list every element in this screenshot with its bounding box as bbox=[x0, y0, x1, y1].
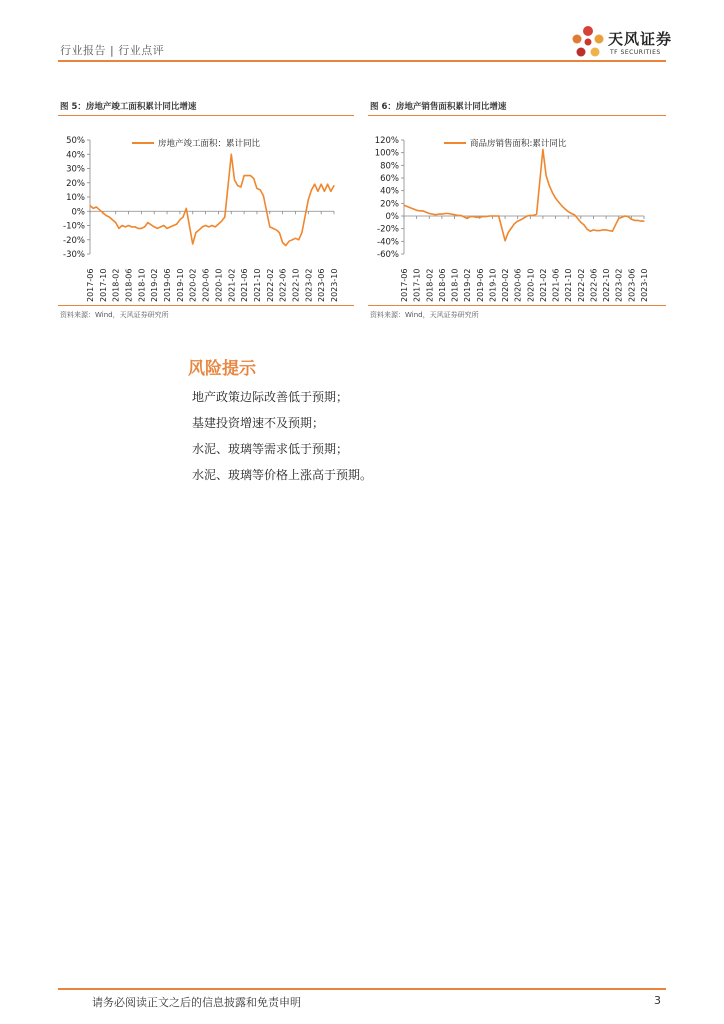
x-tick-label: 2021-10 bbox=[252, 268, 262, 302]
data-point bbox=[163, 225, 164, 226]
x-tick-label: 2023-10 bbox=[640, 268, 649, 302]
x-tick-label: 2018-10 bbox=[137, 268, 147, 302]
data-point bbox=[482, 216, 483, 217]
y-tick-label: 20% bbox=[66, 178, 85, 189]
data-point bbox=[324, 191, 325, 192]
figure-5-top-rule bbox=[58, 115, 354, 116]
y-tick-label: 30% bbox=[66, 164, 85, 175]
data-point bbox=[552, 192, 553, 193]
figure-5-bottom-rule bbox=[58, 305, 354, 306]
data-point bbox=[176, 224, 177, 225]
data-point bbox=[211, 225, 212, 226]
data-point bbox=[523, 217, 524, 218]
data-point bbox=[634, 220, 635, 221]
data-point bbox=[215, 226, 216, 227]
data-point bbox=[260, 189, 261, 190]
header-divider bbox=[58, 60, 666, 62]
logo-name-cn: 天风证券 bbox=[608, 30, 673, 48]
data-point bbox=[285, 245, 286, 246]
data-point bbox=[606, 229, 607, 230]
x-tick-label: 2018-06 bbox=[437, 268, 447, 302]
data-point bbox=[330, 191, 331, 192]
data-point bbox=[625, 215, 626, 216]
y-tick-label: -60% bbox=[377, 250, 399, 260]
data-point bbox=[186, 208, 187, 209]
data-point bbox=[602, 229, 603, 230]
data-point bbox=[89, 205, 90, 206]
data-point bbox=[170, 226, 171, 227]
data-point bbox=[131, 226, 132, 227]
series-line bbox=[90, 154, 334, 245]
legend-label: 商品房销售面积:累计同比 bbox=[470, 139, 567, 149]
data-point bbox=[476, 217, 477, 218]
data-point bbox=[533, 215, 534, 216]
data-point bbox=[244, 175, 245, 176]
data-point bbox=[295, 238, 296, 239]
x-tick-label: 2020-02 bbox=[188, 268, 198, 302]
data-point bbox=[179, 219, 180, 220]
data-point bbox=[93, 208, 94, 209]
data-point bbox=[546, 175, 547, 176]
data-point bbox=[416, 210, 417, 211]
data-point bbox=[138, 228, 139, 229]
figure-6-bottom-rule bbox=[368, 305, 666, 306]
x-tick-label: 2023-10 bbox=[330, 268, 339, 302]
data-point bbox=[279, 232, 280, 233]
y-tick-label: 0% bbox=[71, 207, 85, 218]
data-point bbox=[435, 214, 436, 215]
logo-flower-icon bbox=[568, 22, 608, 62]
data-point bbox=[422, 210, 423, 211]
y-tick-label: 50% bbox=[66, 136, 85, 146]
x-tick-label: 2018-02 bbox=[111, 268, 121, 302]
data-point bbox=[403, 205, 404, 206]
data-point bbox=[167, 228, 168, 229]
data-point bbox=[311, 189, 312, 190]
data-point bbox=[321, 184, 322, 185]
data-point bbox=[413, 208, 414, 209]
data-point bbox=[208, 226, 209, 227]
data-point bbox=[317, 191, 318, 192]
data-point bbox=[289, 241, 290, 242]
data-point bbox=[520, 219, 521, 220]
data-point bbox=[234, 179, 235, 180]
figure-6-top-rule bbox=[368, 115, 666, 116]
x-tick-label: 2023-02 bbox=[614, 268, 624, 302]
y-tick-label: -40% bbox=[377, 237, 399, 248]
data-point bbox=[282, 242, 283, 243]
data-point bbox=[292, 239, 293, 240]
data-point bbox=[173, 225, 174, 226]
data-point bbox=[574, 214, 575, 215]
data-point bbox=[542, 149, 543, 150]
data-point bbox=[621, 217, 622, 218]
data-point bbox=[199, 229, 200, 230]
data-point bbox=[118, 228, 119, 229]
y-tick-label: 40% bbox=[66, 150, 85, 161]
data-point bbox=[202, 226, 203, 227]
x-tick-label: 2020-02 bbox=[501, 268, 511, 302]
risk-item: 水泥、玻璃等需求低于预期； bbox=[192, 442, 349, 456]
data-point bbox=[298, 239, 299, 240]
data-point bbox=[314, 184, 315, 185]
data-point bbox=[96, 206, 97, 207]
data-point bbox=[147, 222, 148, 223]
data-point bbox=[448, 213, 449, 214]
data-point bbox=[237, 185, 238, 186]
data-point bbox=[333, 185, 334, 186]
x-tick-label: 2023-06 bbox=[627, 268, 637, 302]
data-point bbox=[240, 186, 241, 187]
y-tick-label: 60% bbox=[380, 174, 399, 184]
data-point bbox=[256, 188, 257, 189]
data-point bbox=[441, 214, 442, 215]
page-number: 3 bbox=[654, 994, 661, 1007]
data-point bbox=[438, 214, 439, 215]
data-point bbox=[224, 216, 225, 217]
risk-item: 地产政策边际改善低于预期； bbox=[192, 390, 349, 404]
x-tick-label: 2022-10 bbox=[602, 268, 612, 302]
figure-5-chart bbox=[58, 120, 354, 302]
data-point bbox=[467, 218, 468, 219]
data-point bbox=[154, 226, 155, 227]
data-point bbox=[527, 215, 528, 216]
data-point bbox=[192, 243, 193, 244]
risk-item: 水泥、玻璃等价格上涨高于预期。 bbox=[192, 468, 373, 482]
data-point bbox=[618, 218, 619, 219]
y-tick-label: 20% bbox=[380, 199, 399, 210]
figure-5-title: 图 5：房地产竣工面积累计同比增速 bbox=[60, 102, 197, 112]
x-tick-label: 2020-10 bbox=[214, 268, 224, 302]
x-tick-label: 2017-06 bbox=[86, 268, 95, 302]
data-point bbox=[587, 229, 588, 230]
data-point bbox=[536, 214, 537, 215]
data-point bbox=[160, 226, 161, 227]
data-point bbox=[460, 215, 461, 216]
x-tick-label: 2019-06 bbox=[475, 268, 485, 302]
data-point bbox=[489, 215, 490, 216]
data-point bbox=[583, 224, 584, 225]
x-tick-label: 2019-10 bbox=[488, 268, 498, 302]
data-point bbox=[432, 214, 433, 215]
data-point bbox=[517, 221, 518, 222]
data-point bbox=[451, 214, 452, 215]
x-tick-label: 2020-06 bbox=[513, 268, 523, 302]
data-point bbox=[571, 213, 572, 214]
data-point bbox=[637, 220, 638, 221]
data-point bbox=[195, 232, 196, 233]
risk-title: 风险提示 bbox=[188, 359, 256, 379]
data-point bbox=[429, 213, 430, 214]
x-tick-label: 2017-10 bbox=[412, 268, 422, 302]
data-point bbox=[612, 231, 613, 232]
company-logo bbox=[568, 22, 678, 62]
data-point bbox=[410, 207, 411, 208]
risk-item: 基建投资增速不及预期； bbox=[192, 416, 325, 430]
legend-label: 房地产竣工面积：累计同比 bbox=[158, 139, 261, 149]
data-point bbox=[109, 216, 110, 217]
footer-divider bbox=[58, 988, 666, 990]
data-point bbox=[628, 216, 629, 217]
data-point bbox=[157, 228, 158, 229]
y-tick-label: 100% bbox=[374, 148, 399, 159]
data-point bbox=[473, 216, 474, 217]
data-point bbox=[125, 226, 126, 227]
x-tick-label: 2021-06 bbox=[551, 268, 561, 302]
data-point bbox=[308, 199, 309, 200]
data-point bbox=[221, 221, 222, 222]
data-point bbox=[102, 212, 103, 213]
y-tick-label: 10% bbox=[66, 193, 85, 203]
data-point bbox=[247, 175, 248, 176]
series-line bbox=[404, 150, 644, 241]
data-point bbox=[99, 209, 100, 210]
data-point bbox=[643, 221, 644, 222]
x-tick-label: 2022-02 bbox=[576, 268, 586, 302]
data-point bbox=[498, 215, 499, 216]
data-point bbox=[457, 215, 458, 216]
data-point bbox=[144, 226, 145, 227]
x-tick-label: 2019-06 bbox=[163, 268, 173, 302]
data-point bbox=[530, 215, 531, 216]
footer-disclaimer: 请务必阅读正文之后的信息披露和免责申明 bbox=[92, 996, 301, 1009]
data-point bbox=[486, 216, 487, 217]
data-point bbox=[115, 222, 116, 223]
x-tick-label: 2023-06 bbox=[317, 268, 327, 302]
x-tick-label: 2019-10 bbox=[175, 268, 185, 302]
data-point bbox=[565, 208, 566, 209]
data-point bbox=[609, 230, 610, 231]
x-tick-label: 2022-02 bbox=[265, 268, 275, 302]
y-tick-label: 120% bbox=[374, 136, 399, 146]
data-point bbox=[492, 215, 493, 216]
x-tick-label: 2021-02 bbox=[538, 268, 548, 302]
y-tick-label: 80% bbox=[380, 161, 399, 172]
data-point bbox=[593, 229, 594, 230]
data-point bbox=[596, 230, 597, 231]
breadcrumb: 行业报告 | 行业点评 bbox=[60, 44, 165, 57]
x-tick-label: 2022-10 bbox=[291, 268, 301, 302]
data-point bbox=[495, 215, 496, 216]
data-point bbox=[561, 205, 562, 206]
figure-6-chart bbox=[368, 120, 666, 302]
x-tick-label: 2017-10 bbox=[98, 268, 108, 302]
data-point bbox=[301, 232, 302, 233]
data-point bbox=[555, 198, 556, 199]
x-tick-label: 2019-02 bbox=[150, 268, 160, 302]
data-point bbox=[590, 231, 591, 232]
data-point bbox=[580, 222, 581, 223]
data-point bbox=[134, 226, 135, 227]
data-point bbox=[419, 210, 420, 211]
data-point bbox=[407, 206, 408, 207]
data-point bbox=[183, 216, 184, 217]
data-point bbox=[511, 227, 512, 228]
data-point bbox=[231, 154, 232, 155]
data-point bbox=[470, 216, 471, 217]
x-tick-label: 2023-02 bbox=[304, 268, 314, 302]
data-point bbox=[514, 223, 515, 224]
logo-name-en: TF SECURITIES bbox=[610, 49, 661, 56]
data-point bbox=[454, 214, 455, 215]
data-point bbox=[568, 211, 569, 212]
data-point bbox=[640, 221, 641, 222]
data-point bbox=[141, 228, 142, 229]
figure-6-title: 图 6：房地产销售面积累计同比增速 bbox=[370, 102, 507, 112]
data-point bbox=[276, 229, 277, 230]
data-point bbox=[599, 230, 600, 231]
data-point bbox=[327, 184, 328, 185]
data-point bbox=[269, 226, 270, 227]
data-point bbox=[122, 225, 123, 226]
data-point bbox=[558, 202, 559, 203]
x-tick-label: 2020-06 bbox=[201, 268, 211, 302]
x-tick-label: 2021-06 bbox=[240, 268, 250, 302]
y-tick-label: -30% bbox=[63, 250, 85, 260]
data-point bbox=[263, 195, 264, 196]
x-tick-label: 2018-06 bbox=[124, 268, 134, 302]
x-tick-label: 2022-06 bbox=[589, 268, 599, 302]
data-point bbox=[631, 219, 632, 220]
figure-5-source: 资料来源：Wind，天风证券研究所 bbox=[60, 311, 169, 319]
x-tick-label: 2021-10 bbox=[564, 268, 574, 302]
data-point bbox=[253, 178, 254, 179]
y-tick-label: 0% bbox=[385, 212, 399, 222]
data-point bbox=[505, 240, 506, 241]
x-tick-label: 2020-10 bbox=[526, 268, 536, 302]
y-tick-label: -10% bbox=[63, 221, 85, 232]
data-point bbox=[549, 185, 550, 186]
data-point bbox=[272, 228, 273, 229]
x-tick-label: 2021-02 bbox=[227, 268, 237, 302]
y-tick-label: 40% bbox=[380, 186, 399, 197]
data-point bbox=[250, 175, 251, 176]
figure-6-source: 资料来源：Wind，天风证券研究所 bbox=[370, 311, 479, 319]
x-tick-label: 2022-06 bbox=[278, 268, 288, 302]
data-point bbox=[218, 224, 219, 225]
y-tick-label: -20% bbox=[377, 224, 399, 235]
data-point bbox=[479, 217, 480, 218]
data-point bbox=[106, 215, 107, 216]
data-point bbox=[445, 213, 446, 214]
data-point bbox=[508, 232, 509, 233]
x-tick-label: 2017-06 bbox=[400, 268, 409, 302]
x-tick-label: 2019-02 bbox=[463, 268, 473, 302]
x-tick-label: 2018-02 bbox=[425, 268, 435, 302]
data-point bbox=[205, 225, 206, 226]
x-tick-label: 2018-10 bbox=[450, 268, 460, 302]
y-tick-label: -20% bbox=[63, 235, 85, 246]
data-point bbox=[128, 225, 129, 226]
